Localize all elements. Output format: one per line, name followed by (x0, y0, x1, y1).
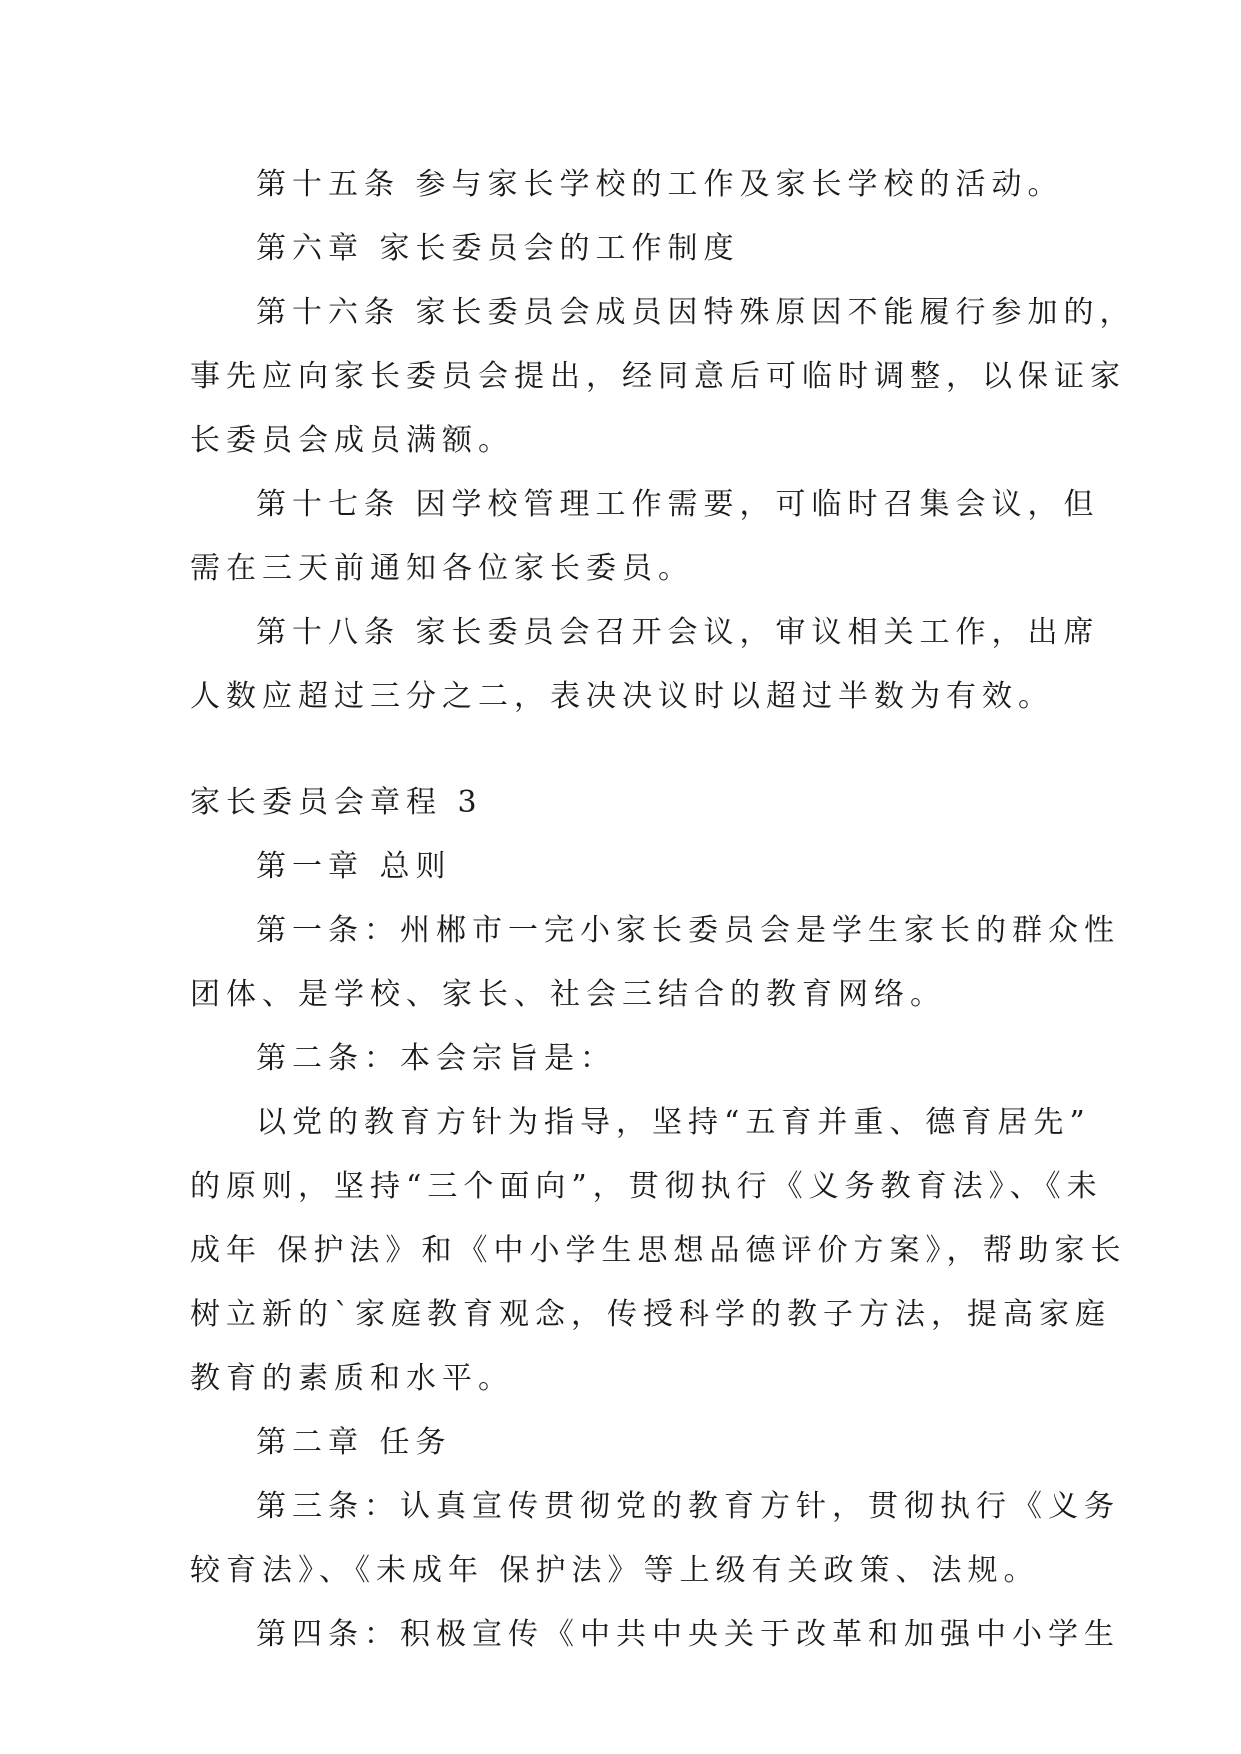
article-4-line-1: 第四条：积极宣传《中共中央关于改革和加强中小学生 (256, 1617, 1120, 1652)
article-1-line-1: 第一条：州郴市一完小家长委员会是学生家长的群众性 (256, 913, 1120, 948)
purpose-line-5: 教育的素质和水平。 (190, 1361, 514, 1396)
section-title: 家长委员会章程 3 (190, 785, 483, 820)
article-15-line-1: 第十五条 参与家长学校的工作及家长学校的活动。 (256, 167, 1064, 202)
purpose-line-2: 的原则，坚持“三个面向”，贯彻执行《义务教育法》、《未 (190, 1169, 1103, 1204)
chapter-1-heading: 第一章 总则 (256, 849, 452, 884)
article-17-line-2: 需在三天前通知各位家长委员。 (190, 551, 694, 586)
article-16-line-1: 第十六条 家长委员会成员因特殊原因不能履行参加的， (256, 295, 1136, 330)
article-1-line-2: 团体、是学校、家长、社会三结合的教育网络。 (190, 977, 946, 1012)
article-3-line-1: 第三条：认真宣传贯彻党的教育方针，贯彻执行《义务 (256, 1489, 1120, 1524)
purpose-line-4: 树立新的`家庭教育观念，传授科学的教子方法，提高家庭 (190, 1297, 1111, 1332)
purpose-line-3: 成年 保护法》和《中小学生思想品德评价方案》，帮助家长 (190, 1233, 1127, 1268)
chapter-2-heading: 第二章 任务 (256, 1425, 452, 1460)
purpose-line-1: 以党的教育方针为指导，坚持“五育并重、德育居先” (256, 1105, 1091, 1140)
chapter-6-heading: 第六章 家长委员会的工作制度 (256, 231, 740, 266)
article-2-heading: 第二条：本会宗旨是： (256, 1041, 616, 1076)
article-16-line-2: 事先应向家长委员会提出，经同意后可临时调整，以保证家 (190, 359, 1126, 394)
article-3-line-2: 较育法》、《未成年 保护法》等上级有关政策、法规。 (190, 1553, 1040, 1588)
article-16-line-3: 长委员会成员满额。 (190, 423, 514, 458)
article-17-line-1: 第十七条 因学校管理工作需要，可临时召集会议，但 (256, 487, 1100, 522)
article-18-line-1: 第十八条 家长委员会召开会议，审议相关工作，出席 (256, 615, 1100, 650)
article-18-line-2: 人数应超过三分之二，表决决议时以超过半数为有效。 (190, 679, 1054, 714)
